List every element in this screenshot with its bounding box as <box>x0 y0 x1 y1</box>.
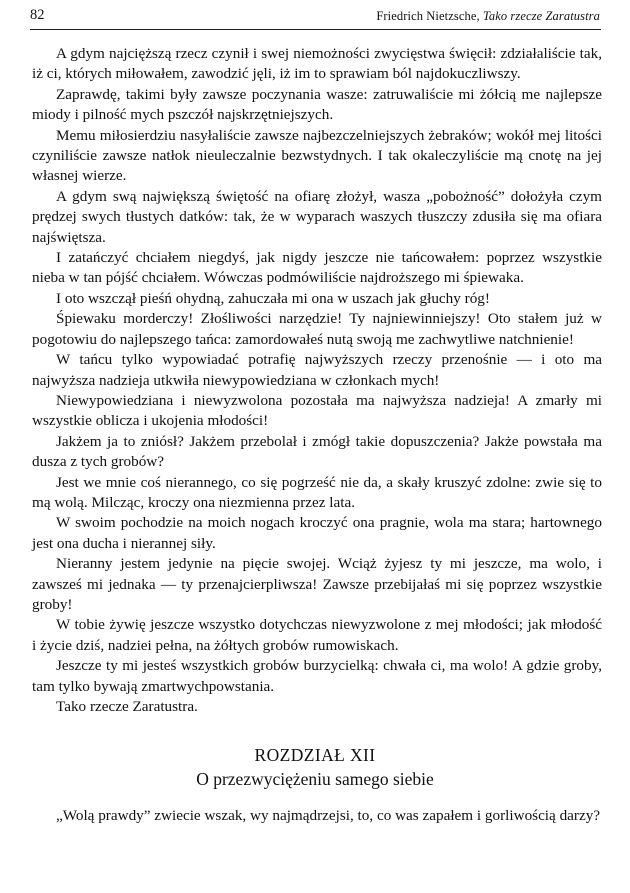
page-header <box>30 7 600 29</box>
paragraph: Śpiewaku morderczy! Złośliwości narzędzie! Ty najniewinniejszy! Oto stałem już w pogotowiu do najlepszego tańca: zamordowałeś nutą swoją me zachwytliwe natchnienie! <box>32 310 602 348</box>
chapter-number: ROZDZIAŁ XII <box>254 745 376 765</box>
paragraph: W swoim pochodzie na moich nogach kroczyć ona pragnie, wola ma stara; hartownego jest ona ducha i nierannej siły. <box>32 514 602 552</box>
running-title-author: Friedrich Nietzsche, <box>376 9 480 23</box>
paragraph: Tako rzecze Zaratustra. <box>56 698 198 715</box>
paragraph: Jeszcze ty mi jesteś wszystkich grobów burzycielką: chwała ci, ma wolo! A gdzie groby, tam tylko bywają zmartwychpowstania. <box>32 657 602 695</box>
paragraph: Nieranny jestem jedynie na pięcie swojej. Wciąż żyjesz ty mi jeszcze, ma wolo, i zawsześ mi jednaka — ty przenajcierpliwsza! Zawsze przebijałaś mi się poprzez wszystkie groby! <box>32 555 602 613</box>
paragraph: W tańcu tylko wypowiadać potrafię najwyższych rzeczy przenośnie — i oto ma najwyższa nadzieja utkwiła niewypowiedziana w członkach mych! <box>32 351 602 389</box>
running-title-book: Tako rzecze Zaratustra <box>482 9 600 23</box>
paragraph: I zatańczyć chciałem niegdyś, jak nigdy jeszcze nie tańcowałem: poprzez wszystkie nieba w tan pójść chciałem. Wówczas podmówiliście najdroższego mi śpiewaka. <box>32 249 602 287</box>
paragraph: „Wolą prawdy” zwiecie wszak, wy najmądrzejsi, to, co was zapałem i gorliwością darzy? <box>56 807 601 824</box>
chapter-title: O przezwyciężeniu samego siebie <box>196 769 434 789</box>
paragraph: Niewypowiedziana i niewyzwolona pozostała ma najwyższa nadzieja! A zmarły mi wszystkie oblicza i ukojenia młodości! <box>32 391 602 430</box>
header-rule <box>30 29 601 30</box>
paragraph: Jest we mnie coś nierannego, co się pogrześć nie da, a skały kruszyć zdolne: zwie się to mą wolą. Milcząc, kroczy ona niezmienna przez lata. <box>32 473 602 511</box>
paragraph: I oto wszczął pieśń ohydną, zahuczała mi ona w uszach jak głuchy róg! <box>56 289 490 307</box>
text-body <box>32 44 602 717</box>
running-title <box>376 9 600 24</box>
page-number: 82 <box>30 7 45 23</box>
paragraph: Jakżem ja to zniósł? Jakżem przebolał i zmógł takie dopuszczenia? Jakże powstała ma dusza z tych grobów? <box>32 432 602 471</box>
paragraph: A gdym najcięższą rzecz czynił i swej niemożności zwycięstwa święcił: zdziałaliście tak, iż ci, których miłowałem, zawodzić jęli, iż im to sprawiam ból najdokuczliwszy. <box>32 45 602 83</box>
paragraph: Zaprawdę, takimi były zawsze poczynania wasze: zatruwaliście mi żółcią me najlepsze miody i pilność mych pszczół najskrzętniejszych. <box>32 85 602 124</box>
paragraph: A gdym swą największą świętość na ofiarę złożył, wasza „pobożność” dołożyła czym prędzej swych tłustych datków: tak, że w wyparach waszych tłuszczy zdusiła się ma ofiara najświętsza. <box>32 187 602 246</box>
chapter-text-body <box>32 806 602 826</box>
paragraph: W tobie żywię jeszcze wszystko dotychczas niewyzwolone z mej młodości; jak młodość i życie dziś, nadziei pełna, na żółtych grobów rumowiskach. <box>32 616 602 654</box>
paragraph: Memu miłosierdziu nasyłaliście zawsze najbezczelniejszych żebraków; wokół mej litości czyniliście zawsze natłok nieuleczalnie bezwstydnych. I tak okaleczyliście mą cnotę na jej własnej wierze. <box>32 126 602 185</box>
